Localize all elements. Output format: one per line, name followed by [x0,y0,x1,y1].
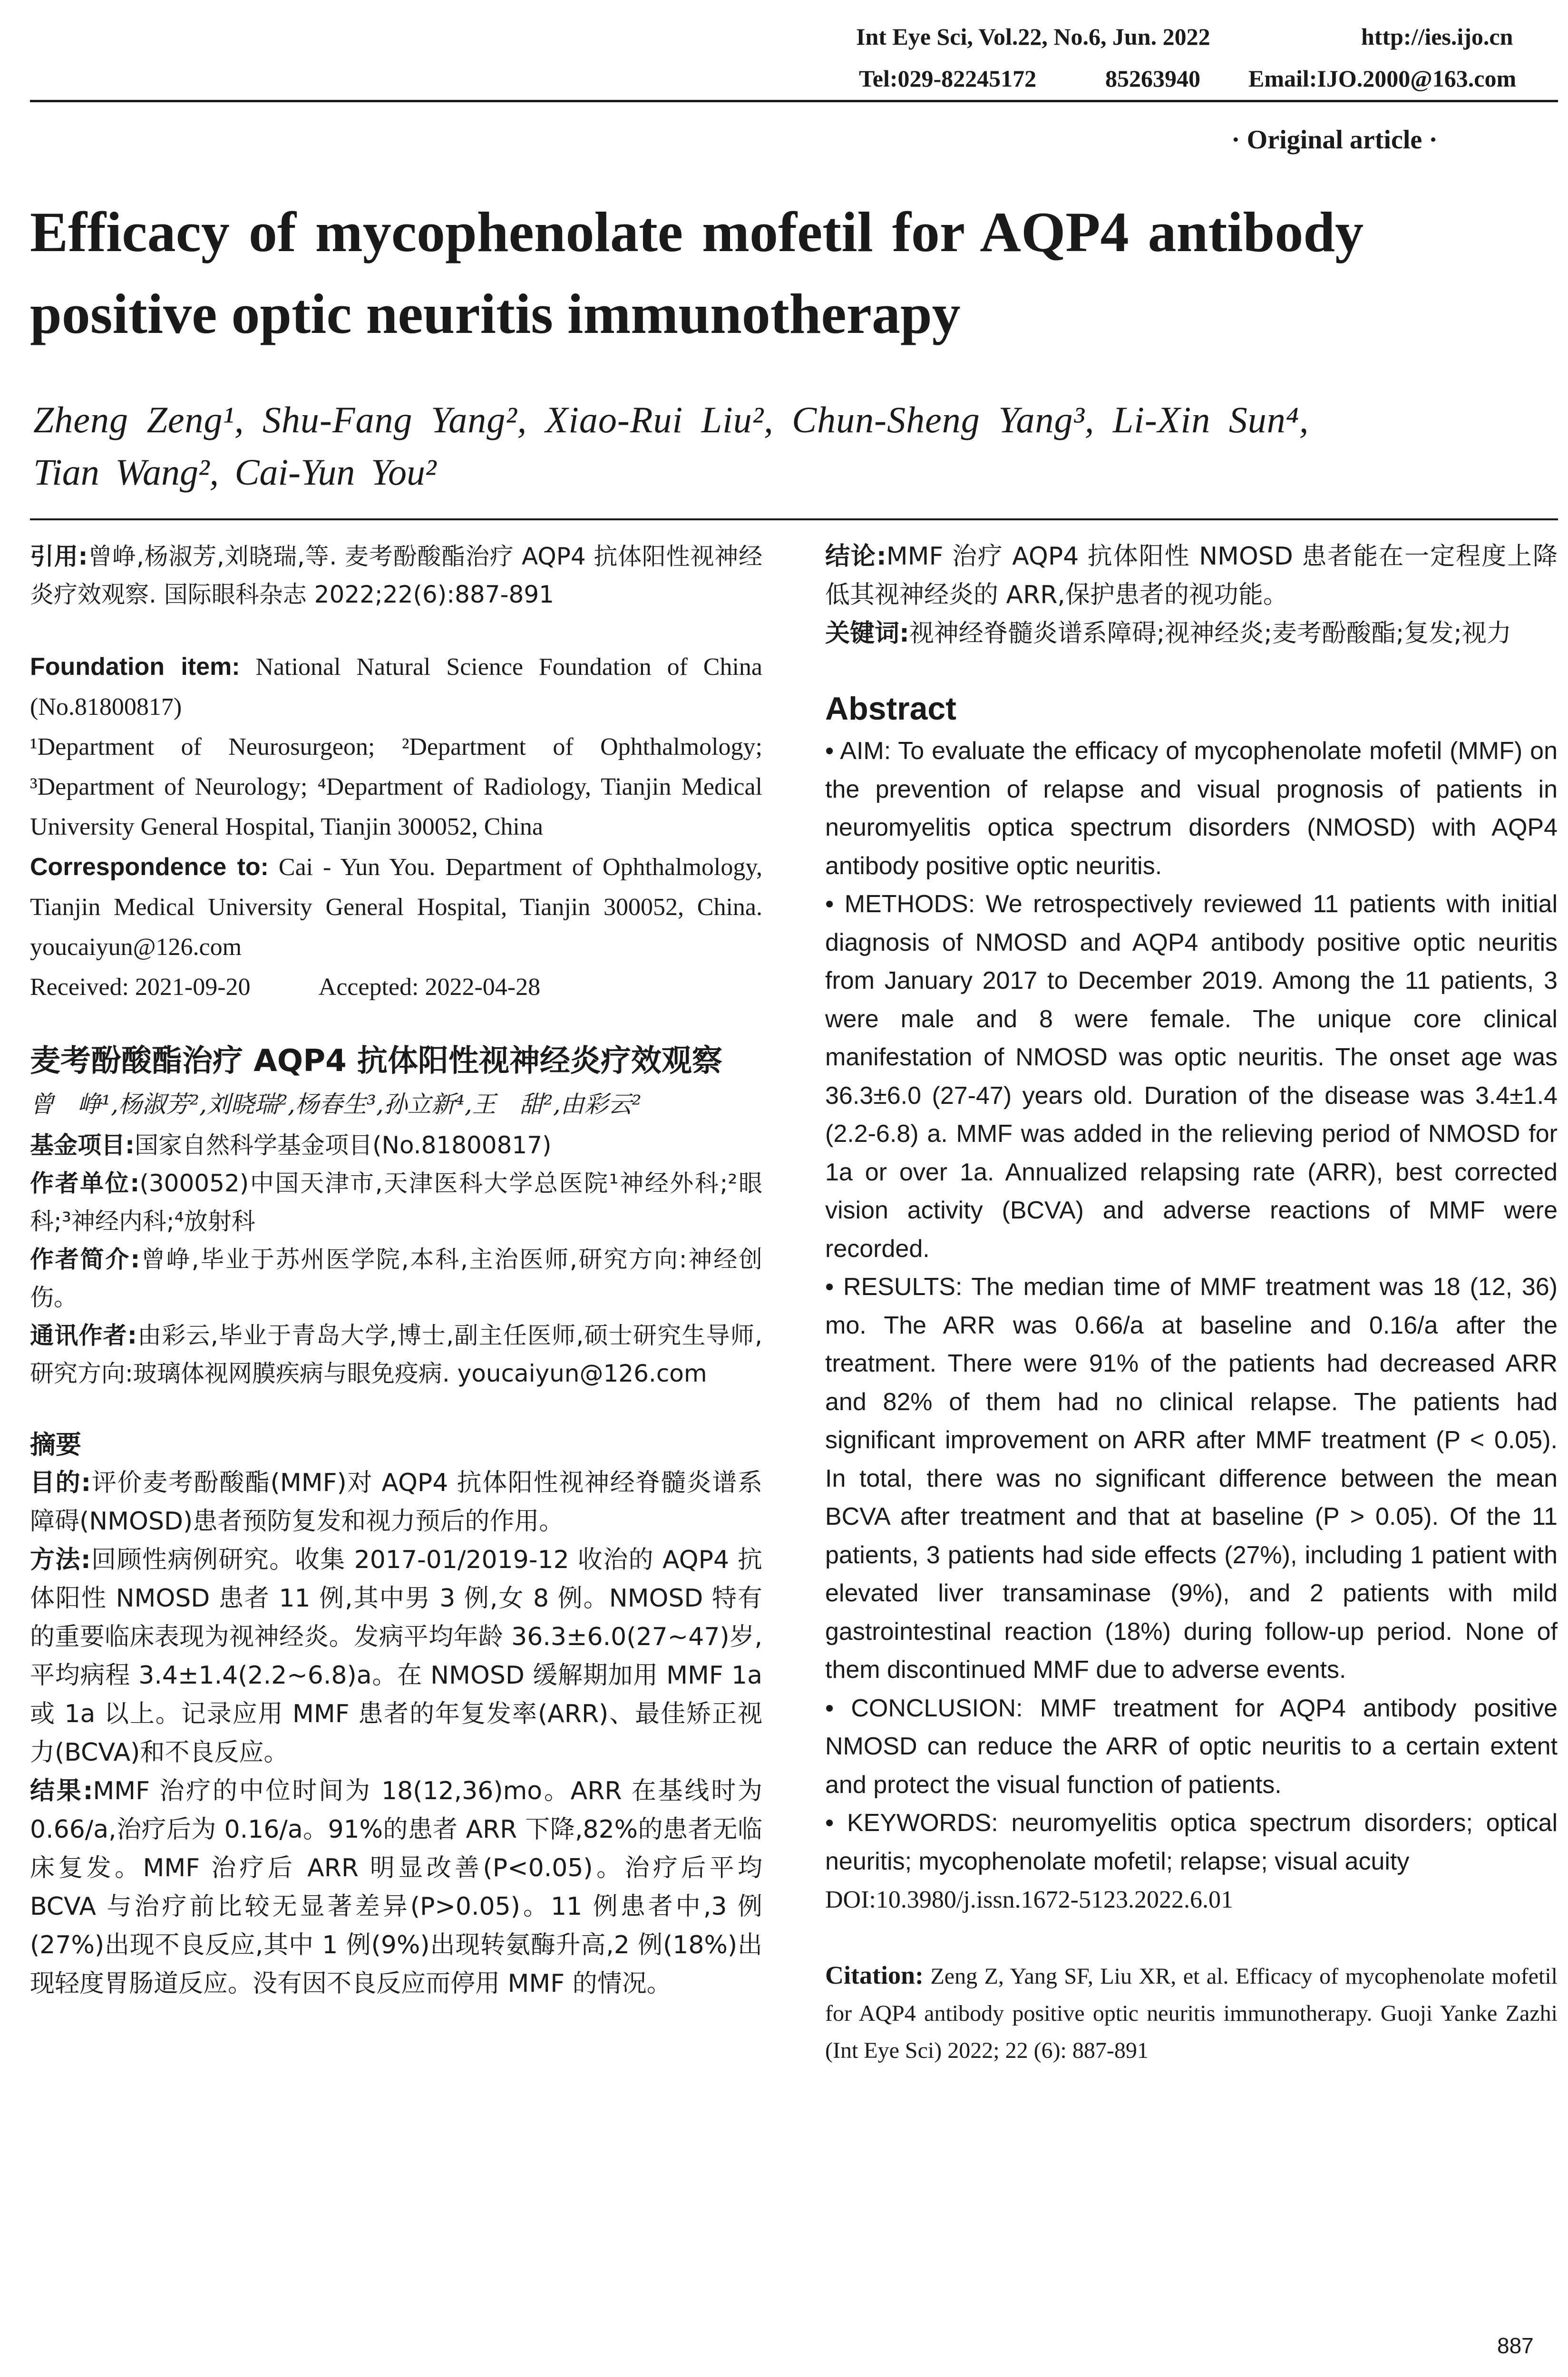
abstract-cn-heading: 摘要 [30,1430,81,1460]
doi[interactable]: DOI:10.3980/j.issn.1672-5123.2022.6.01 [825,1886,1233,1913]
abstract-results [825,1268,1558,1689]
citation-en-label: Citation: [825,1961,924,1989]
abstract-conclusion [825,1689,1558,1804]
bio-cn-label: 作者简介: [30,1246,140,1273]
conclusion-cn-text: MMF 治疗 AQP4 抗体阳性 NMOSD 患者能在一定程度上降低其视神经炎的 ARR,保护患者的视功能。 [825,542,1558,609]
abstract-keywords [825,1804,1558,1880]
corr-cn-label: 通讯作者: [30,1322,137,1349]
fund-cn-text: 国家自然科学基金项目(No.81800817) [135,1131,552,1159]
unit-cn-label: 作者单位: [30,1169,140,1197]
keywords-cn-text: 视神经脊髓炎谱系障碍;视神经炎;麦考酚酸酯;复发;视力 [909,619,1511,648]
correspondence-text: Cai - Yun You. Department of Ophthalmology, Tianjin Medical University General Hospital, Tianjin 300052, China. youcaiyun@126.com [30,854,762,961]
fund-cn [30,1126,762,1164]
abstract-keywords-label: • KEYWORDS: [825,1809,998,1837]
abstract-methods-text: We retrospectively reviewed 11 patients with initial diagnosis of NMOSD and AQP4 antibody positive optic neuritis from January 2017 to December 2019. Among the 11 patients, 3 were male and 8 were female. The unique core clinical manifestation of NMOSD was optic neuritis. The onset age was 36.3±6.0 (27-47) years old. Duration of the disease was 3.4±1.4 (2.2-6.8) a. MMF was added in the relieving period of NMOSD for 1a or over 1a. Annualized relapsing rate (ARR), best corrected vision activity (BCVA) and adverse reactions of MMF were recorded. [825,890,1558,1263]
front-matter-en [30,647,762,1007]
journal-tel-2: 85263940 [1105,65,1200,92]
journal-info: Int Eye Sci, Vol.22, No.6, Jun. 2022 [856,23,1210,50]
dates [30,967,762,1007]
paper-title-line-2: positive optic neuritis immunotherapy [30,282,961,345]
aim-cn-text: 评价麦考酚酸酯(MMF)对 AQP4 抗体阳性视神经脊髓炎谱系障碍(NMOSD)患者预防复发和视力预后的作用。 [30,1469,762,1536]
correspondence [30,847,762,967]
aim-cn [30,1464,762,1541]
journal-url[interactable]: http://ies.ijo.cn [1361,23,1513,50]
method-cn [30,1541,762,1772]
abstract-conclusion-text: MMF treatment for AQP4 antibody positive NMOSD can reduce the ARR of optic neuritis to a certain extent and protect the visual function of patients. [825,1694,1558,1799]
fund-cn-label: 基金项目: [30,1131,135,1159]
citation-cn [30,537,762,614]
abstract-heading: Abstract [825,691,956,727]
author-list-line-1: Zheng Zeng¹, Shu-Fang Yang², Xiao-Rui Liu², Chun-Sheng Yang³, Li-Xin Sun⁴, [33,399,1309,440]
right-column [825,537,1558,2069]
citation-cn-text: 曾峥,杨淑芳,刘晓瑞,等. 麦考酚酸酯治疗 AQP4 抗体阳性视神经炎疗效观察. 国际眼科杂志 2022;22(6):887-891 [30,543,762,608]
abstract-methods [825,885,1558,1268]
cn-conclusion-keywords [825,537,1558,653]
author-list-line-2: Tian Wang², Cai-Yun You² [33,451,437,493]
corr-cn-text: 由彩云,毕业于青岛大学,博士,副主任医师,硕士研究生导师,研究方向:玻璃体视网膜疾病与眼免疫病. youcaiyun@126.com [30,1322,763,1387]
citation-cn-label: 引用: [30,543,88,570]
citation-en-text: Zeng Z, Yang SF, Liu XR, et al. Efficacy of mycophenolate mofetil for AQP4 antibody positive optic neuritis immunotherapy. Guoji Yanke Zazhi (Int Eye Sci) 2022; 22 (6): 887-891 [825,1964,1558,2063]
result-cn [30,1772,762,2003]
received-date: Received: 2021-09-20 [30,974,251,1001]
cn-title: 麦考酚酸酯治疗 AQP4 抗体阳性视神经炎疗效观察 [30,1043,722,1079]
conclusion-cn [825,537,1558,614]
bio-cn-text: 曾峥,毕业于苏州医学院,本科,主治医师,研究方向:神经创伤。 [30,1246,763,1311]
correspondence-label: Correspondence to: [30,853,269,881]
abstract-aim-label: • AIM: [825,737,891,765]
left-column [30,537,762,2003]
result-cn-text: MMF 治疗的中位时间为 18(12,36)mo。ARR 在基线时为 0.66/a,治疗后为 0.16/a。91%的患者 ARR 下降,82%的患者无临床复发。MMF 治疗后 ARR 明显改善(P<0.05)。治疗后平均 BCVA 与治疗前比较无显著差异(P>0.05)。11 例患者中,3 例(27%)出现不良反应,其中 1 例(9%)出现转氨酶升高,2 例(18%)出现轻度胃肠道反应。没有因不良反应而停用 MMF 的情况。 [30,1777,763,1998]
citation-en [825,1957,1558,2069]
foundation-item [30,647,762,727]
article-type: · Original article · [1231,125,1438,155]
corr-cn [30,1316,762,1393]
abstract-results-label: • RESULTS: [825,1273,963,1301]
keywords-cn-label: 关键词: [825,619,909,648]
paper-title-line-1: Efficacy of mycophenolate mofetil for AQP4 antibody [30,200,1364,263]
abstract-keywords-text: neuromyelitis optica spectrum disorders; optical neuritis; mycophenolate mofetil; relapse; visual acuity [825,1809,1558,1875]
page-number: 887 [1497,2333,1534,2358]
cn-authors: 曾 峥¹,杨淑芳²,刘晓瑞²,杨春生³,孙立新⁴,王 甜²,由彩云² [30,1091,642,1118]
abstract-results-text: The median time of MMF treatment was 18 (12, 36) mo. The ARR was 0.66/a at baseline and 0.16/a after the treatment. There were 91% of the patients had decreased ARR and 82% of them had no clinical relapse. The patients had significant improvement on ARR after MMF treatment (P < 0.05). In total, there was no significant difference between the mean BCVA after treatment and that at baseline (P > 0.05). Of the 11 patients, 3 patients had side effects (27%), including 1 patient with elevated liver transaminase (9%), and 2 patients with mild gastrointestinal reaction (18%) during follow-up period. None of them discontinued MMF due to adverse events. [825,1273,1558,1684]
abstract-cn [30,1464,762,2003]
cn-front-matter [30,1126,762,1393]
aim-cn-label: 目的: [30,1469,91,1497]
journal-tel: Tel:029-82245172 [859,65,1037,92]
authors-rule [30,518,1558,520]
abstract-conclusion-label: • CONCLUSION: [825,1694,1023,1722]
bio-cn [30,1240,762,1316]
conclusion-cn-label: 结论: [825,542,886,571]
method-cn-text: 回顾性病例研究。收集 2017-01/2019-12 收治的 AQP4 抗体阳性 NMOSD 患者 11 例,其中男 3 例,女 8 例。NMOSD 特有的重要临床表现为视神经炎。发病平均年龄 36.3±6.0(27~47)岁,平均病程 3.4±1.4(2.2~6.8)a。在 NMOSD 缓解期加用 MMF 1a 或 1a 以上。记录应用 MMF 患者的年复发率(ARR)、最佳矫正视力(BCVA)和不良反应。 [30,1546,763,1767]
journal-email[interactable]: Email:IJO.2000@163.com [1248,65,1517,92]
header-rule [30,100,1558,102]
unit-cn [30,1164,762,1240]
unit-cn-text: (300052)中国天津市,天津医科大学总医院¹神经外科;²眼科;³神经内科;⁴放射科 [30,1169,762,1235]
abstract-aim [825,732,1558,885]
method-cn-label: 方法: [30,1546,91,1574]
abstract-aim-text: To evaluate the efficacy of mycophenolate mofetil (MMF) on the prevention of relapse and visual prognosis of patients in neuromyelitis optica spectrum disorders (NMOSD) with AQP4 antibody positive optic neuritis. [825,737,1558,880]
affiliations: ¹Department of Neurosurgeon; ²Department of Ophthalmology; ³Department of Neurology; ⁴Department of Radiology, Tianjin Medical University General Hospital, Tianjin 300052, China [30,733,762,840]
abstract-methods-label: • METHODS: [825,890,975,918]
abstract-en [825,732,1558,1880]
result-cn-label: 结果: [30,1777,93,1805]
keywords-cn [825,614,1558,653]
foundation-label: Foundation item: [30,653,240,681]
accepted-date: Accepted: 2022-04-28 [318,974,541,1001]
foundation-text: National Natural Science Foundation of China (No.81800817) [30,653,763,721]
